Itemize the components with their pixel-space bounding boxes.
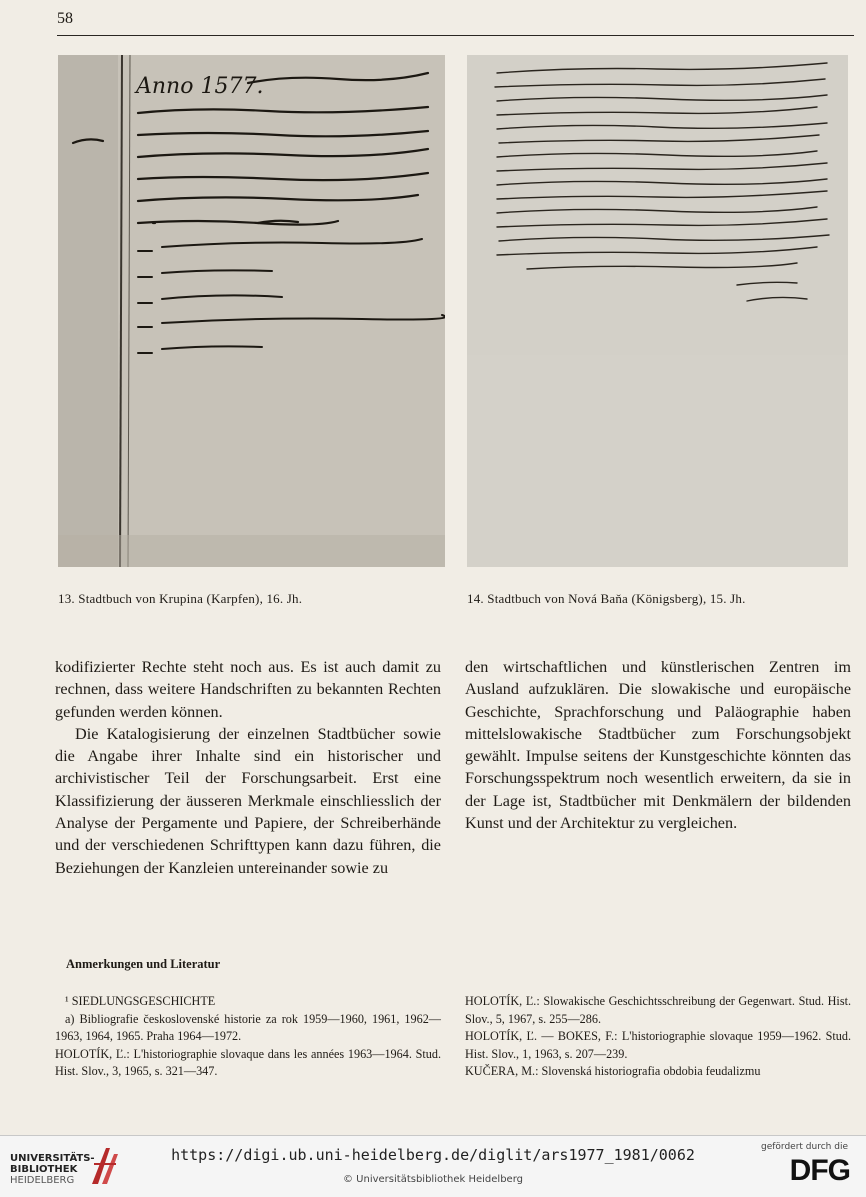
library-logo-line: UNIVERSITÄTS-: [10, 1153, 95, 1164]
body-paragraph: Die Katalogisierung der einzelnen Stadtbücher sowie die Angabe ihrer Inhalte sind ein historischer und archivistischer Teil der Forschungsarbeit. Erst eine Klassifizierung der äusseren Merkmale einschliesslich der Analyse der Pergamente und Papiere, der Schreiberhände und der verschiedenen Schrifttypen kann dazu führen, die Beziehungen der Kanzleien untereinander sowie zu: [55, 724, 441, 877]
library-logo-line: BIBLIOTHEK: [10, 1164, 78, 1175]
notes-left-column: [55, 993, 441, 1081]
figure-krupina-manuscript: [58, 55, 445, 567]
page-number: 58: [57, 10, 73, 27]
permalink-url[interactable]: https://digi.ub.uni-heidelberg.de/diglit/ars1977_1981/0062: [171, 1146, 695, 1164]
handwriting-date: Anno 1577.: [136, 74, 264, 99]
dfg-logo[interactable]: DFG: [789, 1154, 850, 1187]
header-rule: [57, 35, 854, 36]
funding-label: gefördert durch die: [761, 1142, 848, 1152]
copyright-notice: © Universitätsbibliothek Heidelberg: [342, 1174, 523, 1185]
body-paragraph: kodifizierter Rechte steht noch aus. Es ist auch damit zu rechnen, dass weitere Handschriften zu bekannten Rechten gefunden werden können.: [55, 658, 441, 721]
figure-nova-bana-manuscript: [467, 55, 848, 567]
manuscript-image-right: [467, 55, 848, 567]
notes-right-column: [465, 993, 851, 1081]
library-logo-line: HEIDELBERG: [10, 1175, 75, 1186]
caption-figure-13: 13. Stadtbuch von Krupina (Karpfen), 16. Jh.: [58, 591, 303, 606]
caption-figure-14: 14. Stadtbuch von Nová Baňa (Königsberg), 15. Jh.: [467, 591, 746, 606]
footer-bar: [0, 1135, 866, 1197]
body-text-left-column: [55, 656, 441, 879]
note-section-title: ¹ SIEDLUNGSGESCHICHTE: [65, 994, 216, 1008]
body-paragraph: den wirtschaftlichen und künstlerischen Zentren im Ausland aufzuklären. Die slowakische und europäische Geschichte, Sprachforschung und Paläographie haben mittelslowakische Stadtbücher zum Forschungsobjekt gewählt. Impulse seitens der Kunstgeschichte könnten das Forschungsspektrum noch wesentlich erweitern, da sie in der Lage ist, Stadtbücher mit Denkmälern der bildenden Kunst und der Architektur zu vergleichen.: [465, 658, 851, 833]
body-text-right-column: [465, 656, 851, 834]
notes-heading: Anmerkungen und Literatur: [66, 957, 221, 971]
note-reference: HOLOTÍK, Ľ. — BOKES, F.: L'historiographie slovaque 1959—1962. Stud. Hist. Slov., 1, 1963, s. 207—239.: [465, 1029, 851, 1061]
note-reference: a) Bibliografie československé historie za rok 1959—1960, 1961, 1962—1963, 1964, 1965. Praha 1964—1972.: [55, 1011, 441, 1044]
note-reference: KUČERA, M.: Slovenská historiografia obdobia feudalizmu: [465, 1064, 761, 1079]
note-reference: HOLOTÍK, Ľ.: Slowakische Geschichtsschreibung der Gegenwart. Stud. Hist. Slov., 5, 1967, s. 255—286.: [465, 994, 851, 1026]
manuscript-image-left: [58, 55, 445, 567]
note-reference: HOLOTÍK, Ľ.: L'historiographie slovaque dans les années 1963—1964. Stud. Hist. Slov., 3, 1965, s. 321—347.: [55, 1046, 441, 1079]
